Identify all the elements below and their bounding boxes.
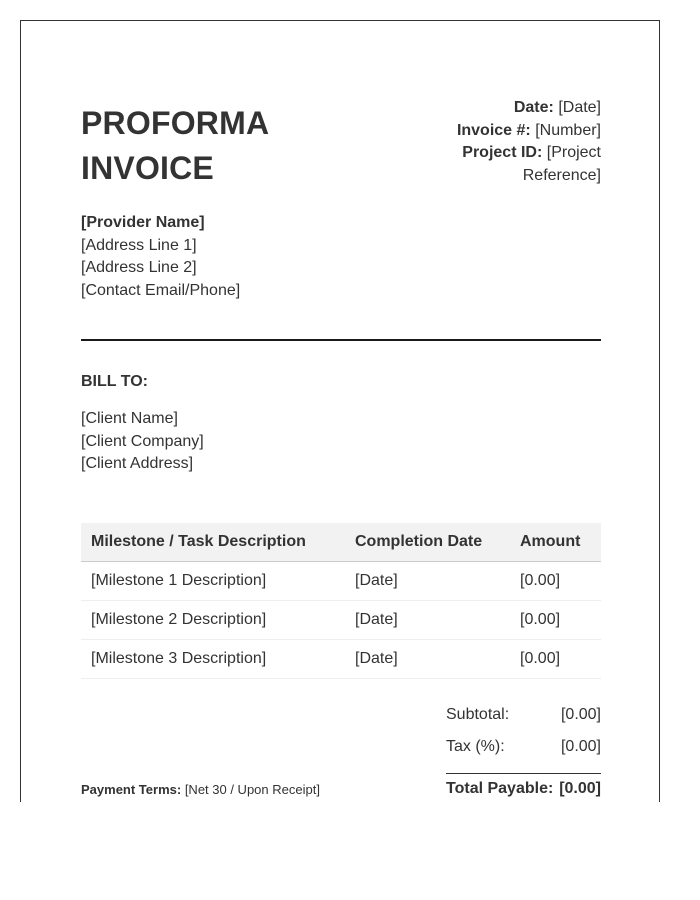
payment-terms-label: Payment Terms: (81, 782, 182, 797)
title-line-2: INVOICE (81, 150, 214, 186)
invoice-meta (431, 97, 601, 187)
header-amount: Amount (510, 523, 601, 562)
row-amount: [0.00] (510, 640, 601, 679)
total-payable-label: Total Payable: (446, 780, 554, 797)
invoice-page (20, 20, 660, 802)
table-row (81, 562, 601, 601)
meta-invoice-number (431, 120, 601, 143)
total-payable-row (446, 773, 601, 802)
client-name: [Client Name] (81, 410, 178, 427)
invoice-title (81, 101, 269, 191)
client-company: [Client Company] (81, 432, 204, 450)
row-description: [Milestone 3 Description] (81, 640, 345, 679)
row-description: [Milestone 2 Description] (81, 601, 345, 640)
row-amount: [0.00] (510, 562, 601, 601)
client-address: [Client Address] (81, 455, 194, 472)
project-id-value-2: Reference] (522, 166, 601, 184)
provider-contact: [Contact Email/Phone] (81, 281, 241, 299)
invoice-number-value: [Number] (535, 121, 601, 139)
tax-row (446, 737, 601, 769)
title-line-1: PROFORMA (81, 105, 270, 141)
subtotal-row (446, 705, 601, 737)
client-block (81, 408, 204, 476)
invoice-number-label: Invoice #: (456, 121, 531, 139)
section-divider (81, 339, 601, 341)
payment-terms (81, 781, 320, 799)
total-payable-value: [0.00] (559, 780, 601, 797)
row-amount: [0.00] (510, 601, 601, 640)
subtotal-label: Subtotal: (446, 706, 510, 723)
invoice-content (81, 21, 601, 802)
tax-value: [0.00] (560, 738, 601, 755)
row-date: [Date] (345, 562, 510, 601)
milestones-table (81, 523, 601, 679)
project-id-label: Project ID: (462, 144, 543, 161)
payment-terms-value: [Net 30 / Upon Receipt] (184, 782, 320, 797)
project-id-value-1: [Project (546, 144, 601, 161)
tax-label: Tax (%): (446, 738, 505, 755)
provider-name: [Provider Name] (81, 214, 205, 231)
header-description: Milestone / Task Description (81, 523, 345, 562)
table-header-row (81, 523, 601, 562)
provider-block (81, 212, 240, 302)
provider-address-2: [Address Line 2] (81, 259, 197, 276)
totals-summary (446, 705, 601, 797)
row-date: [Date] (345, 601, 510, 640)
bill-to-label: BILL TO: (81, 373, 148, 390)
date-value: [Date] (558, 99, 601, 116)
header-completion-date: Completion Date (345, 523, 510, 562)
subtotal-value: [0.00] (560, 706, 601, 723)
meta-date (431, 97, 601, 120)
meta-project-id (431, 142, 601, 165)
table-row (81, 601, 601, 640)
row-description: [Milestone 1 Description] (81, 562, 345, 601)
provider-address-1: [Address Line 1] (81, 236, 197, 254)
row-date: [Date] (345, 640, 510, 679)
date-label: Date: (513, 99, 554, 116)
table-row (81, 640, 601, 679)
